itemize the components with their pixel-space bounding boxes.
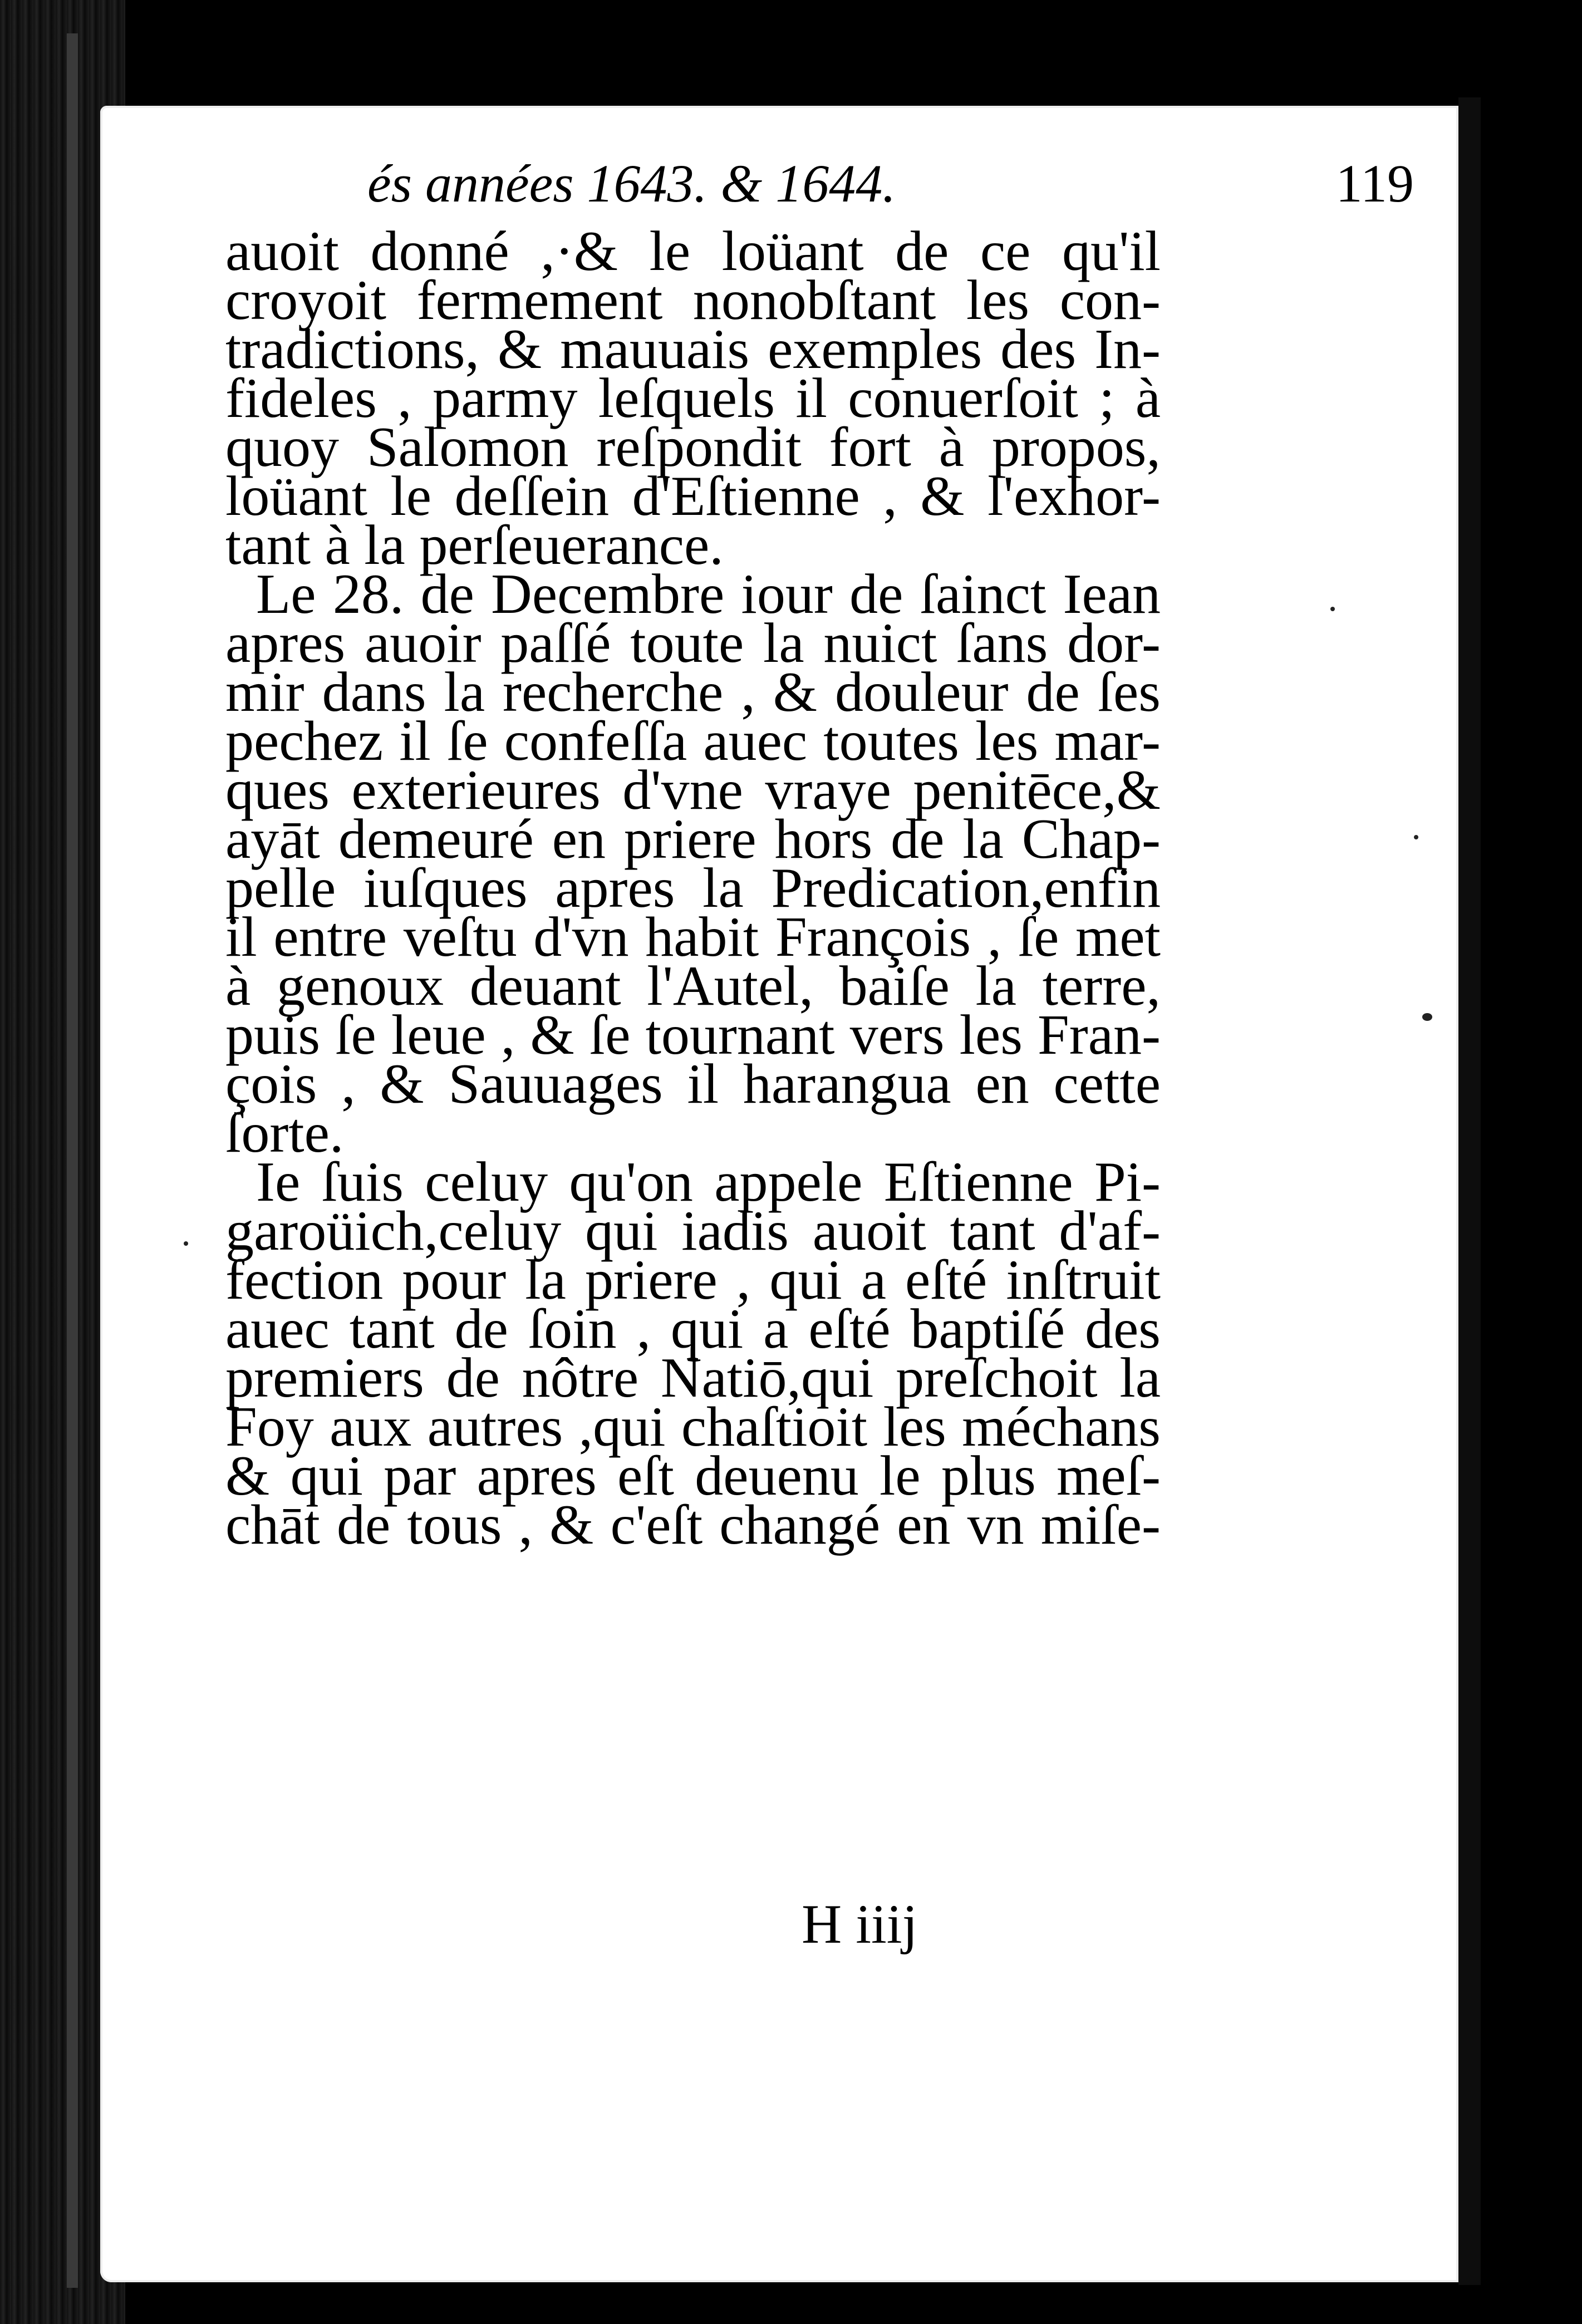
text-line: garoüich,celuy qui iadis auoit tant d'af-: [225, 1200, 1161, 1262]
text-line: ques exterieures d'vne vraye penitēce,&: [225, 759, 1161, 822]
text-line: auec tant de ſoin , qui a eſté baptiſé des: [225, 1298, 1161, 1360]
ink-speck: [1422, 1013, 1432, 1021]
text-line: croyoit fermement nonobſtant les con-: [225, 269, 1161, 332]
binding-edge: [67, 33, 78, 2288]
running-head-title: és années 1643. & 1644.: [367, 154, 896, 213]
text-line: il entre veſtu d'vn habit François , ſe met: [225, 906, 1161, 969]
text-line: tradictions, & mauuais exemples des In-: [225, 318, 1161, 381]
ink-speck: [1330, 607, 1335, 611]
text-line: apres auoir paſſé toute la nuict ſans dor-: [225, 612, 1161, 675]
text-line: auoit donné ,·& le loüant de ce qu'il: [225, 220, 1161, 283]
body-text: [225, 220, 1161, 1556]
page-right-edge: [1458, 97, 1481, 2285]
text-line: & qui par apres eſt deuenu le plus meſ-: [225, 1444, 1161, 1507]
text-line: pechez il ſe confeſſa auec toutes les mar-: [225, 710, 1161, 773]
text-line: tant à la perſeuerance.: [225, 514, 724, 577]
text-line: mir dans la recherche , & douleur de ſes: [225, 661, 1161, 724]
text-line: ayāt demeuré en priere hors de la Chap-: [225, 808, 1161, 871]
text-line: Foy aux autres ,qui chaſtioit les méchans: [225, 1396, 1161, 1458]
text-line: chāt de tous , & c'eſt changé en vn miſe-: [225, 1493, 1161, 1556]
signature-mark: H iiij: [802, 1893, 918, 1955]
text-line: puis ſe leue , & ſe tournant vers les Fran-: [225, 1004, 1161, 1067]
text-line: premiers de nôtre Natiō,qui preſchoit la: [225, 1347, 1161, 1409]
text-line: fideles , parmy leſquels il conuerſoit ; à: [225, 367, 1161, 430]
text-line: pelle iuſques apres la Predication,enfin: [225, 857, 1161, 920]
text-line: quoy Salomon reſpondit fort à propos,: [225, 416, 1161, 479]
text-line: ſorte.: [225, 1102, 344, 1165]
text-line: Le 28. de Decembre iour de ſainct Iean: [256, 563, 1161, 626]
text-line: fection pour la priere , qui a eſté inſtruit: [225, 1249, 1161, 1311]
text-line: Ie ſuis celuy qu'on appele Eſtienne Pi-: [256, 1151, 1161, 1213]
page-number: 119: [1335, 154, 1414, 213]
text-line: çois , & Sauuages il harangua en cette: [225, 1053, 1161, 1116]
ink-speck: [1414, 835, 1418, 839]
text-line: à genoux deuant l'Autel, baiſe la terre,: [225, 955, 1161, 1018]
text-line: loüant le deſſein d'Eſtienne , & l'exhor-: [225, 465, 1161, 528]
ink-speck: [184, 1241, 188, 1246]
running-head: [367, 150, 1414, 217]
